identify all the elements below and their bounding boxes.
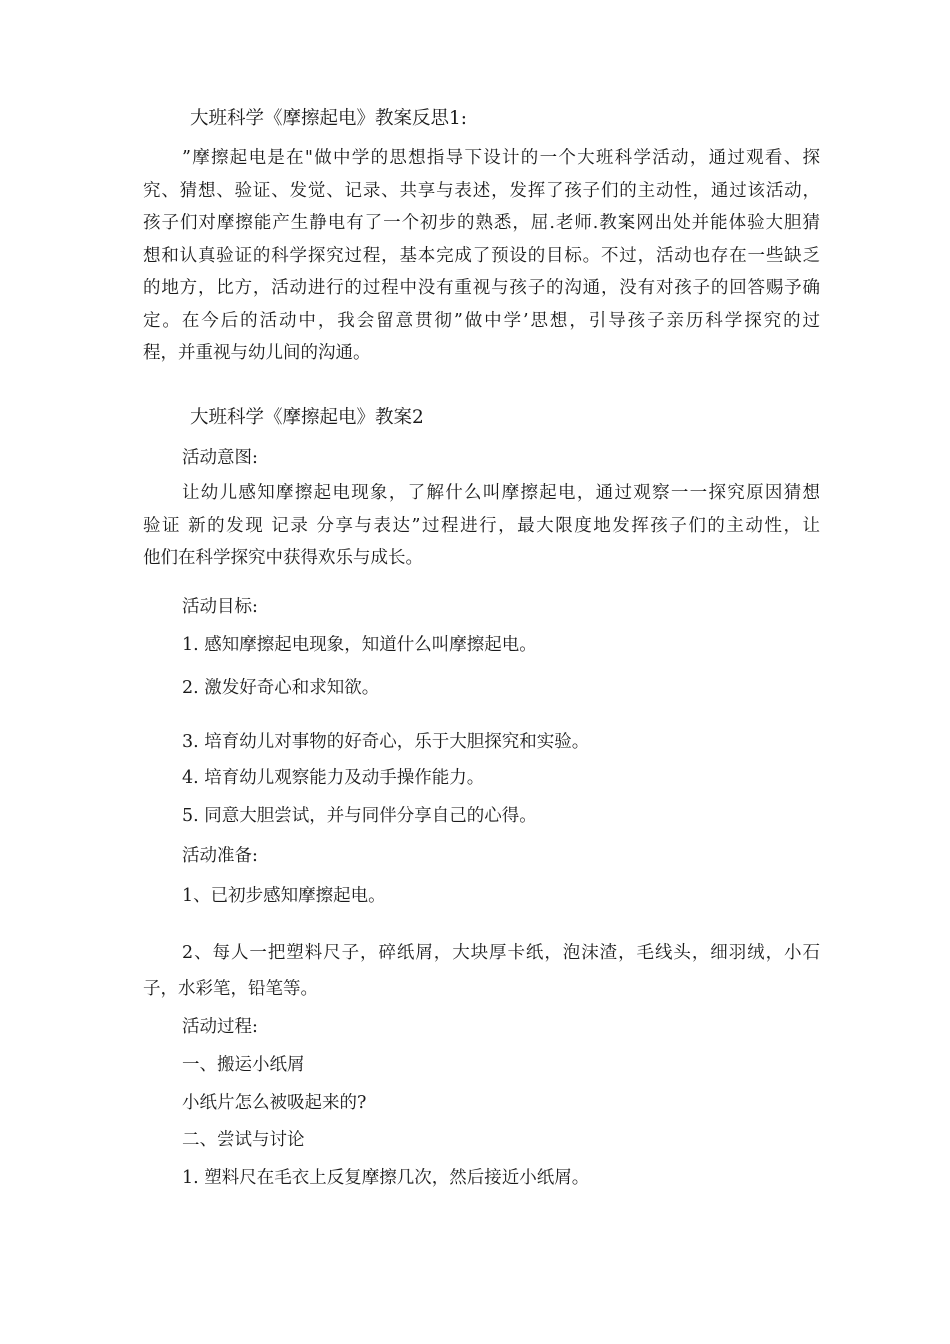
prep-item-2-line-2: 子，水彩笔，铅笔等。 [143,979,318,999]
prep-item-2 [143,935,820,1007]
intent-line-3: 他们在科学探究中获得欢乐与成长。 [143,548,423,568]
reflection-paragraph [143,142,820,370]
step2-title: 二、尝试与讨论 [182,1130,305,1150]
process-label: 活动过程: [182,1017,258,1037]
reflection-line-7: 程，并重视与幼儿间的沟通。 [143,343,371,363]
reflection-line-2: 究、猜想、验证、发觉、记录、共享与表述，发挥了孩子们的主动性，通过该活动， [143,180,820,201]
goals-label: 活动目标: [182,597,258,617]
intent-line-2: 验证 新的发现 记录 分享与表达”过程进行，最大限度地发挥孩子们的主动性，让 [143,515,820,536]
intent-paragraph [143,477,820,575]
goal-item: 5. 同意大胆尝试，并与同伴分享自己的心得。 [182,806,537,826]
prep-item-2-line-1: 2、每人一把塑料尺子，碎纸屑，大块厚卡纸，泡沫渣，毛线头，细羽绒，小石 [182,943,820,963]
intent-label: 活动意图: [182,448,258,468]
goal-item: 1. 感知摩擦起电现象，知道什么叫摩擦起电。 [182,635,537,655]
reflection-line-4: 想和认真验证的科学探究过程，基本完成了预设的目标。不过，活动也存在一些缺乏 [143,245,820,266]
step1-title: 一、搬运小纸屑 [182,1055,305,1075]
step2-item-1: 1. 塑料尺在毛衣上反复摩擦几次，然后接近小纸屑。 [182,1168,590,1188]
goal-item: 4. 培育幼儿观察能力及动手操作能力。 [182,768,485,788]
prep-item-1: 1、已初步感知摩擦起电。 [182,886,386,906]
heading-reflection: 大班科学《摩擦起电》教案反思1: [190,108,468,129]
reflection-line-6: 定。在今后的活动中，我会留意贯彻”做中学’思想，引导孩子亲历科学探究的过 [143,310,820,331]
goal-item: 2. 激发好奇心和求知欲。 [182,678,380,698]
reflection-line-1: ”摩擦起电是在"做中学的思想指导下设计的一个大班科学活动，通过观看、探 [182,148,820,168]
reflection-line-3: 孩子们对摩擦能产生静电有了一个初步的熟悉，屈.老师.教案网出处并能体验大胆猜 [143,213,820,233]
intent-line-1: 让幼儿感知摩擦起电现象，了解什么叫摩擦起电，通过观察一一探究原因猜想 [182,483,820,503]
step1-question: 小纸片怎么被吸起来的? [182,1093,367,1113]
prep-label: 活动准备: [182,846,258,866]
reflection-line-5: 的地方，比方，活动进行的过程中没有重视与孩子的沟通，没有对孩子的回答赐予确 [143,278,820,298]
heading-lesson-plan-2: 大班科学《摩擦起电》教案2 [190,407,424,428]
goal-item: 3. 培育幼儿对事物的好奇心，乐于大胆探究和实验。 [182,732,590,752]
